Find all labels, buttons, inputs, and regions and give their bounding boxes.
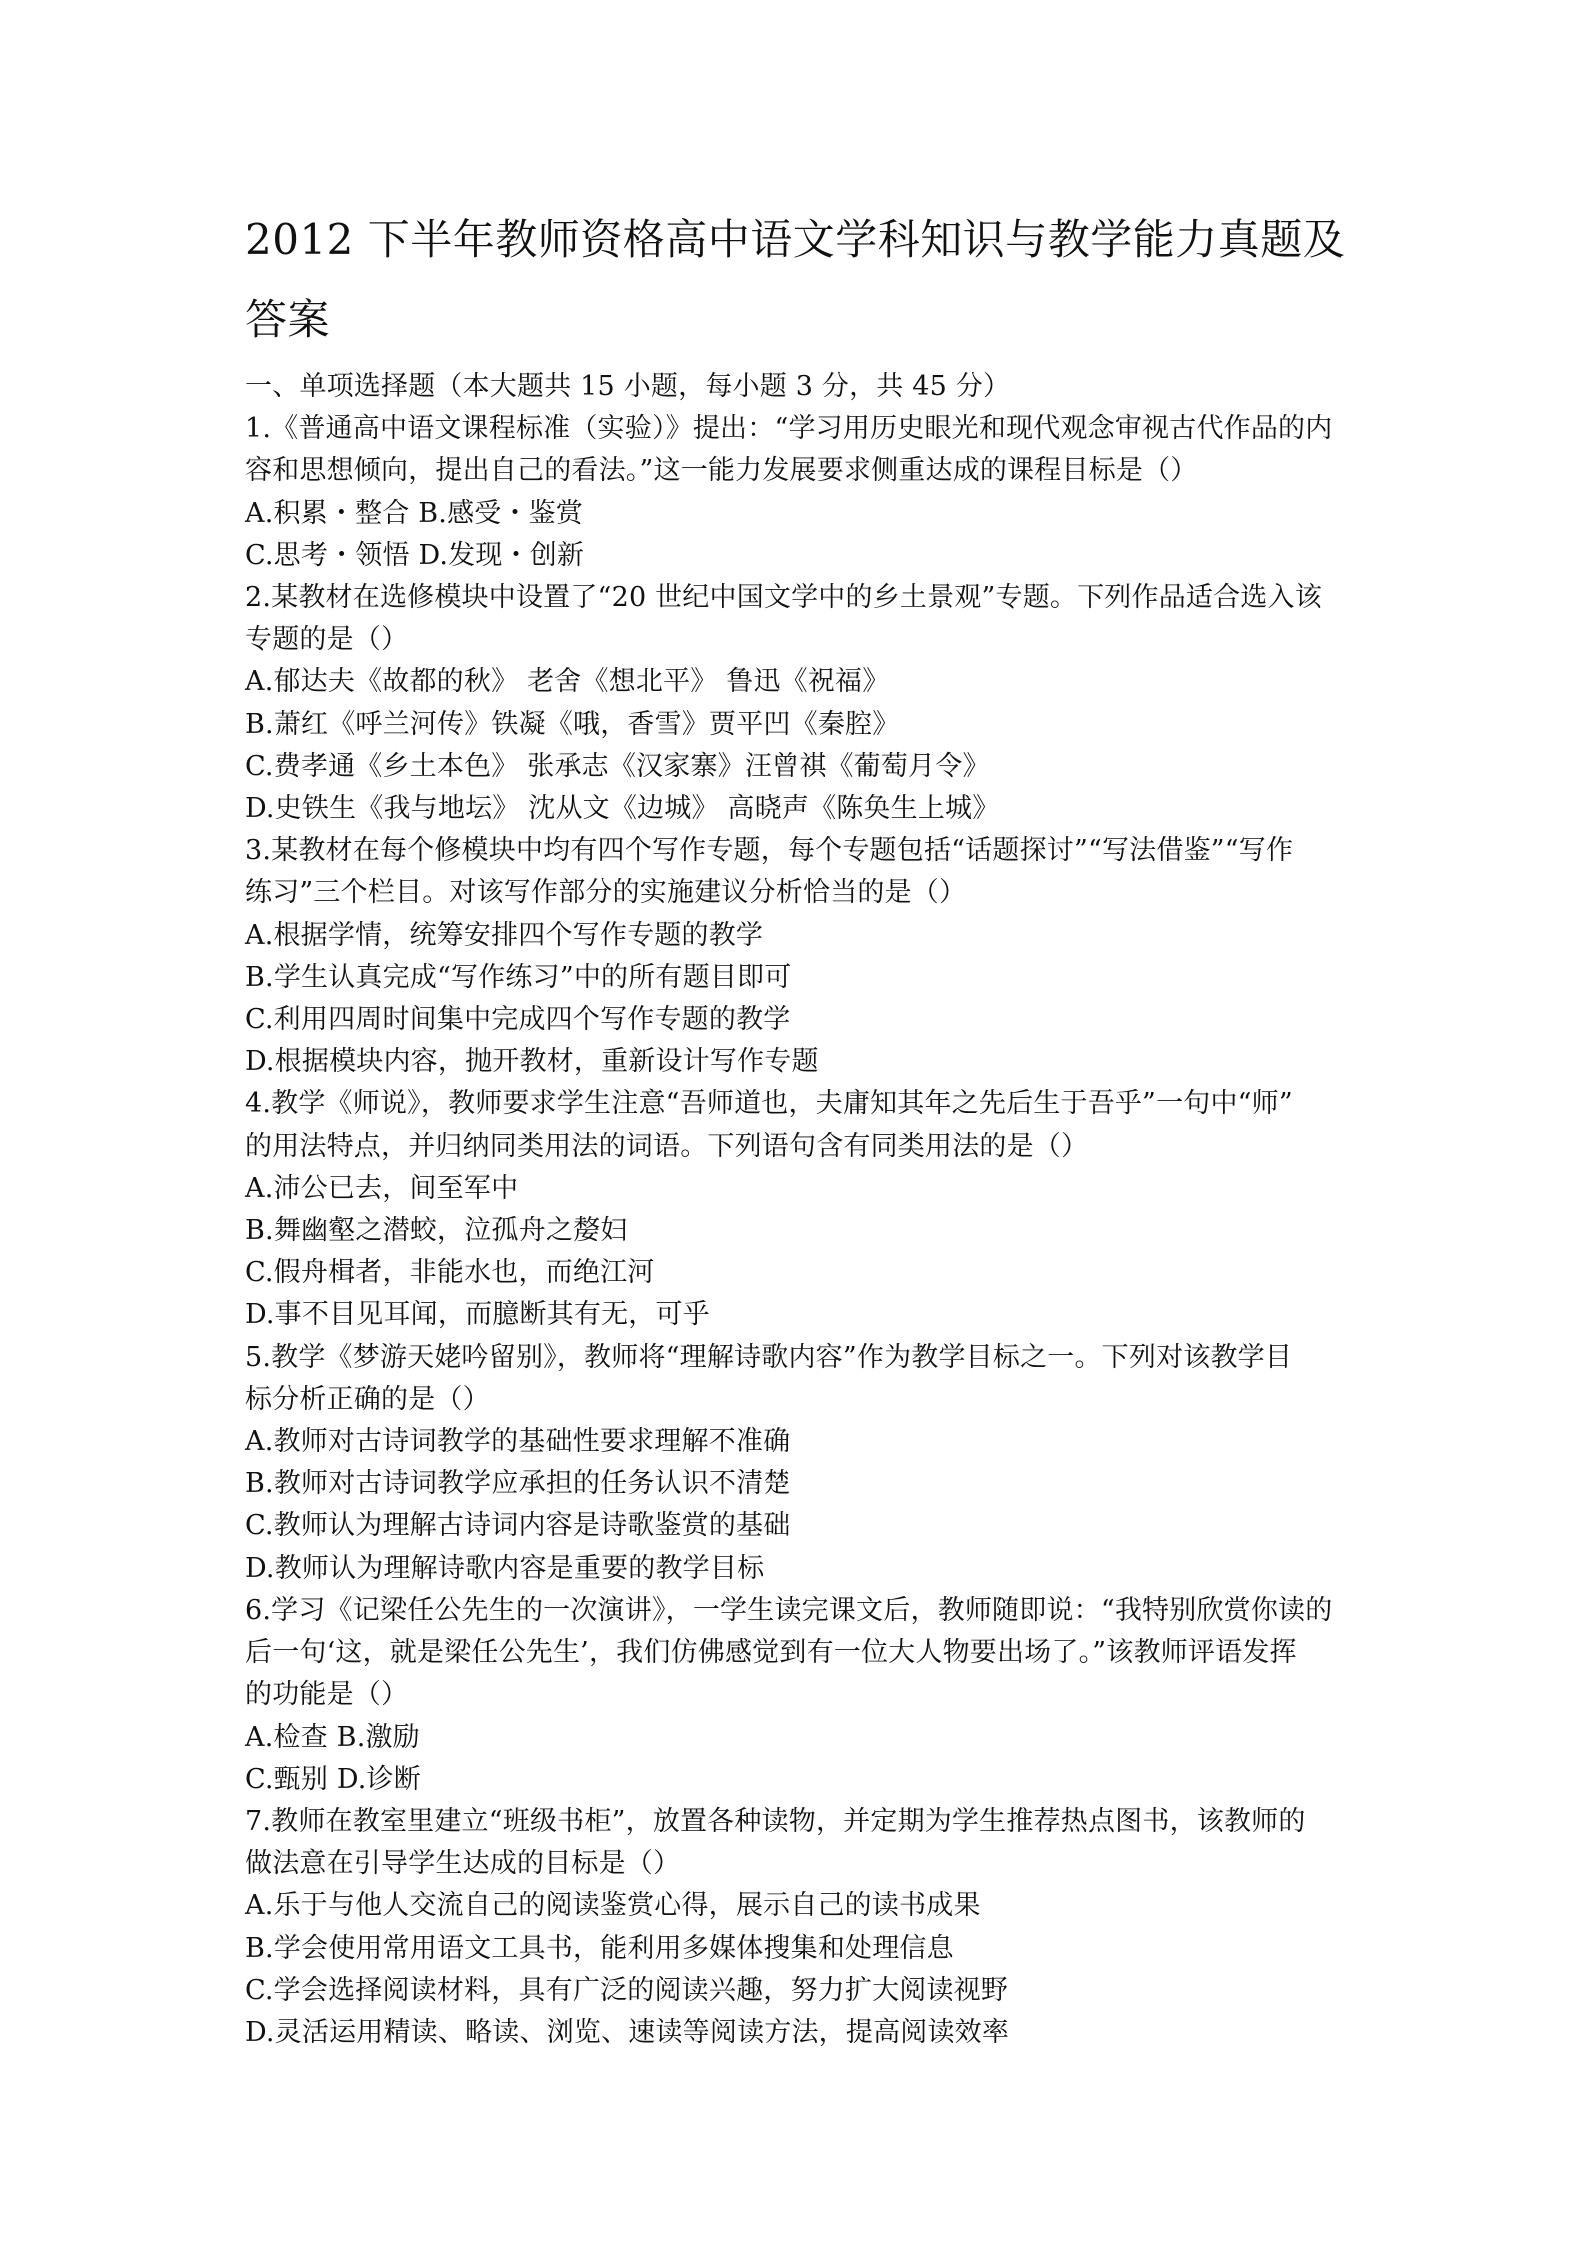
text-line: C.学会选择阅读材料，具有广泛的阅读兴趣，努力扩大阅读视野: [245, 1974, 1009, 2006]
text-line: C.假舟楫者，非能水也，而绝江河: [245, 1257, 655, 1289]
text-line: 6.学习《记梁任公先生的一次演讲》，一学生读完课文后，教师随即说：“我特别欣赏你读的: [245, 1594, 1333, 1626]
text-line: B.教师对古诗词教学应承担的任务认识不清楚: [245, 1468, 791, 1500]
text-line: D.事不目见耳闻，而臆断其有无，可乎: [245, 1299, 710, 1331]
text-line: A.检查 B.激励: [245, 1721, 420, 1753]
text-line: 1.《普通高中语文课程标准（实验）》提出：“学习用历史眼光和现代观念审视古代作品的内: [245, 413, 1333, 445]
text-line: C.思考・领悟 D.发现・创新: [245, 539, 585, 571]
text-line: 7.教师在教室里建立“班级书柜”，放置各种读物，并定期为学生推荐热点图书，该教师的: [245, 1805, 1306, 1837]
text-line: B.学会使用常用语文工具书，能利用多媒体搜集和处理信息: [245, 1932, 954, 1964]
text-line: C.甄别 D.诊断: [245, 1763, 421, 1795]
text-line: 专题的是（）: [245, 624, 409, 656]
text-line: 练习”三个栏目。对该写作部分的实施建议分析恰当的是（）: [245, 877, 967, 909]
text-line: A.沛公已去，间至军中: [245, 1172, 519, 1204]
document-body: [245, 366, 1355, 2054]
text-line: D.灵活运用精读、略读、浏览、速读等阅读方法，提高阅读效率: [245, 2016, 1010, 2048]
text-line: 的功能是（）: [245, 1679, 409, 1711]
text-line: A.积累・整合 B.感受・鉴赏: [245, 497, 584, 529]
text-line: 一、单项选择题（本大题共 15 小题，每小题 3 分，共 45 分）: [245, 371, 1011, 402]
text-line: D.史铁生《我与地坛》 沈从文《边城》 高晓声《陈奂生上城》: [245, 793, 1000, 825]
text-line: 的用法特点，并归纳同类用法的词语。下列语句含有同类用法的是（）: [245, 1130, 1089, 1162]
text-line: 3.某教材在每个修模块中均有四个写作专题，每个专题包括“话题探讨”“写法借鉴”“写作: [245, 835, 1294, 867]
text-line: 后一句‘这，就是梁任公先生’，我们仿佛感觉到有一位大人物要出场了。”该教师评语发挥: [245, 1637, 1297, 1669]
text-line: A.教师对古诗词教学的基础性要求理解不准确: [245, 1426, 791, 1458]
text-line: B.舞幽壑之潜蛟，泣孤舟之嫠妇: [245, 1215, 628, 1247]
text-line: 5.教学《梦游天姥吟留别》，教师将“理解诗歌内容”作为教学目标之一。下列对该教学目: [245, 1341, 1293, 1373]
text-line: C.费孝通《乡土本色》 张承志《汉家寨》汪曾祺《葡萄月令》: [245, 750, 990, 782]
text-line: A.根据学情，统筹安排四个写作专题的教学: [245, 919, 764, 951]
title-line: 2012 下半年教师资格高中语文学科知识与教学能力真题及: [245, 215, 1346, 264]
text-line: A.乐于与他人交流自己的阅读鉴赏心得，展示自己的读书成果: [245, 1890, 981, 1922]
text-line: B.学生认真完成“写作练习”中的所有题目即可: [245, 961, 792, 993]
text-line: D.根据模块内容，抛开教材，重新设计写作专题: [245, 1046, 819, 1078]
text-line: 2.某教材在选修模块中设置了“20 世纪中国文学中的乡土景观”专题。下列作品适合选入该: [245, 582, 1322, 614]
text-line: C.利用四周时间集中完成四个写作专题的教学: [245, 1004, 791, 1036]
text-line: 标分析正确的是（）: [245, 1383, 490, 1415]
text-line: 4.教学《师说》，教师要求学生注意“吾师道也，夫庸知其年之先后生于吾乎”一句中“师”: [245, 1088, 1293, 1120]
text-line: B.萧红《呼兰河传》铁凝《哦，香雪》贾平凹《秦腔》: [245, 708, 900, 740]
text-line: A.郁达夫《故都的秋》 老舍《想北平》 鲁迅《祝福》: [245, 666, 890, 698]
text-line: 容和思想倾向，提出自己的看法。”这一能力发展要求侧重达成的课程目标是（）: [245, 455, 1198, 487]
document-page: [245, 200, 1355, 2054]
text-line: C.教师认为理解古诗词内容是诗歌鉴赏的基础: [245, 1510, 791, 1542]
text-line: D.教师认为理解诗歌内容是重要的教学目标: [245, 1552, 765, 1584]
title-line: 答案: [245, 295, 331, 344]
text-line: 做法意在引导学生达成的目标是（）: [245, 1848, 681, 1880]
document-title: [245, 200, 1355, 360]
